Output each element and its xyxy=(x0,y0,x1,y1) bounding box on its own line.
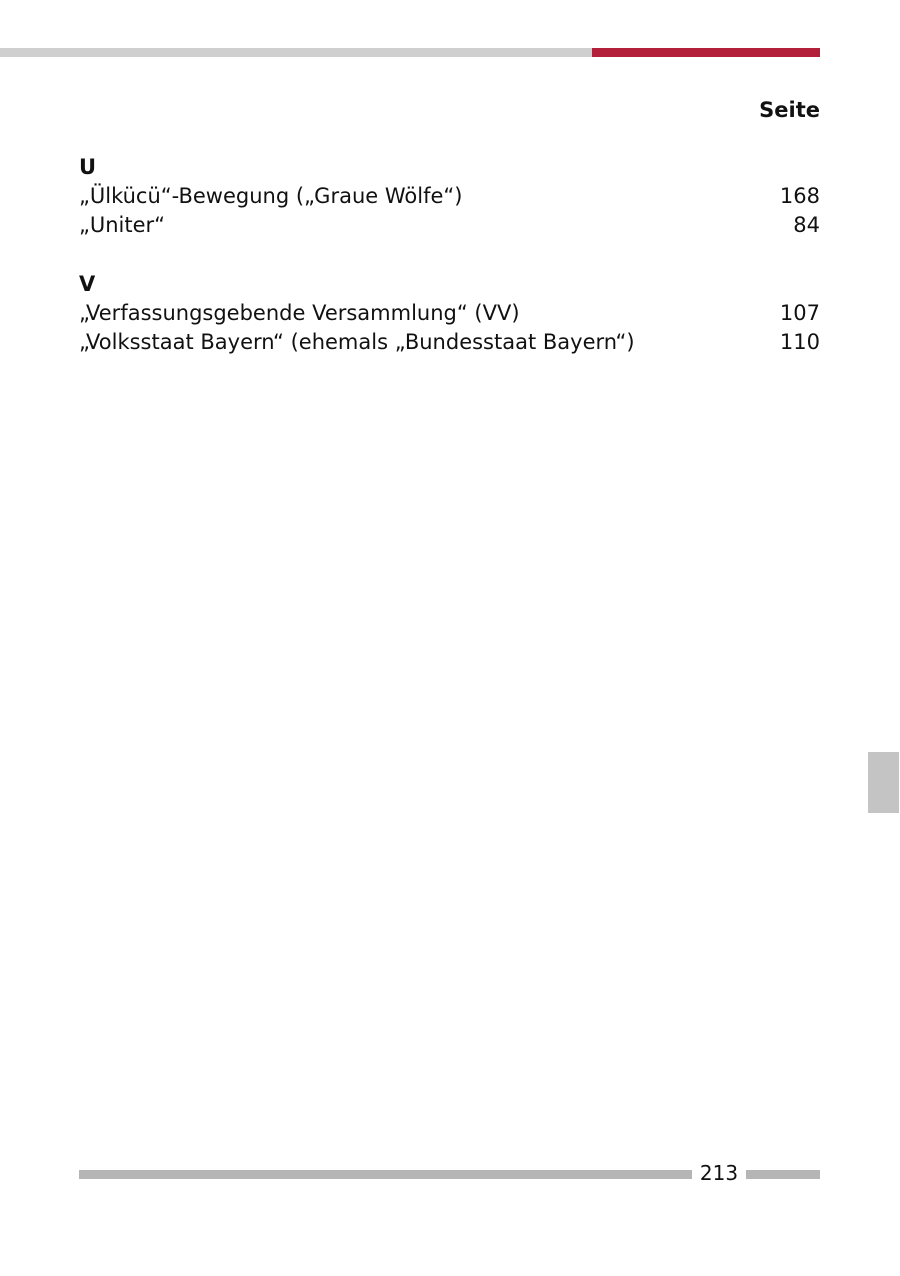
index-entry xyxy=(79,211,820,240)
index-term: „Verfassungsgebende Versammlung“ (VV) xyxy=(79,301,520,325)
footer-rule-left xyxy=(79,1170,692,1179)
index-page-number: 84 xyxy=(793,213,820,237)
index-entry xyxy=(79,299,820,328)
section-letter: V xyxy=(79,272,96,296)
index-page-number: 110 xyxy=(779,330,820,354)
index-term: „Volksstaat Bayern“ (ehemals „Bundesstaat Bayern“) xyxy=(79,330,635,354)
section-letter: U xyxy=(79,155,97,179)
index-term: „Ülkücü“-Bewegung („Graue Wölfe“) xyxy=(79,184,463,208)
footer-rule-right xyxy=(746,1170,820,1179)
index-entry xyxy=(79,182,820,211)
index-page-number: 168 xyxy=(779,184,820,208)
top-rule-grey xyxy=(0,48,592,57)
index-section-v xyxy=(79,270,820,357)
chapter-side-tab xyxy=(868,752,899,813)
index-page-number: 107 xyxy=(779,301,820,325)
page-column-header: Seite xyxy=(759,98,820,122)
index-entry xyxy=(79,328,820,357)
page-number: 213 xyxy=(699,1161,739,1185)
index-section-u xyxy=(79,153,820,240)
top-rule-accent xyxy=(592,48,820,57)
index-term: „Uniter“ xyxy=(79,213,166,237)
